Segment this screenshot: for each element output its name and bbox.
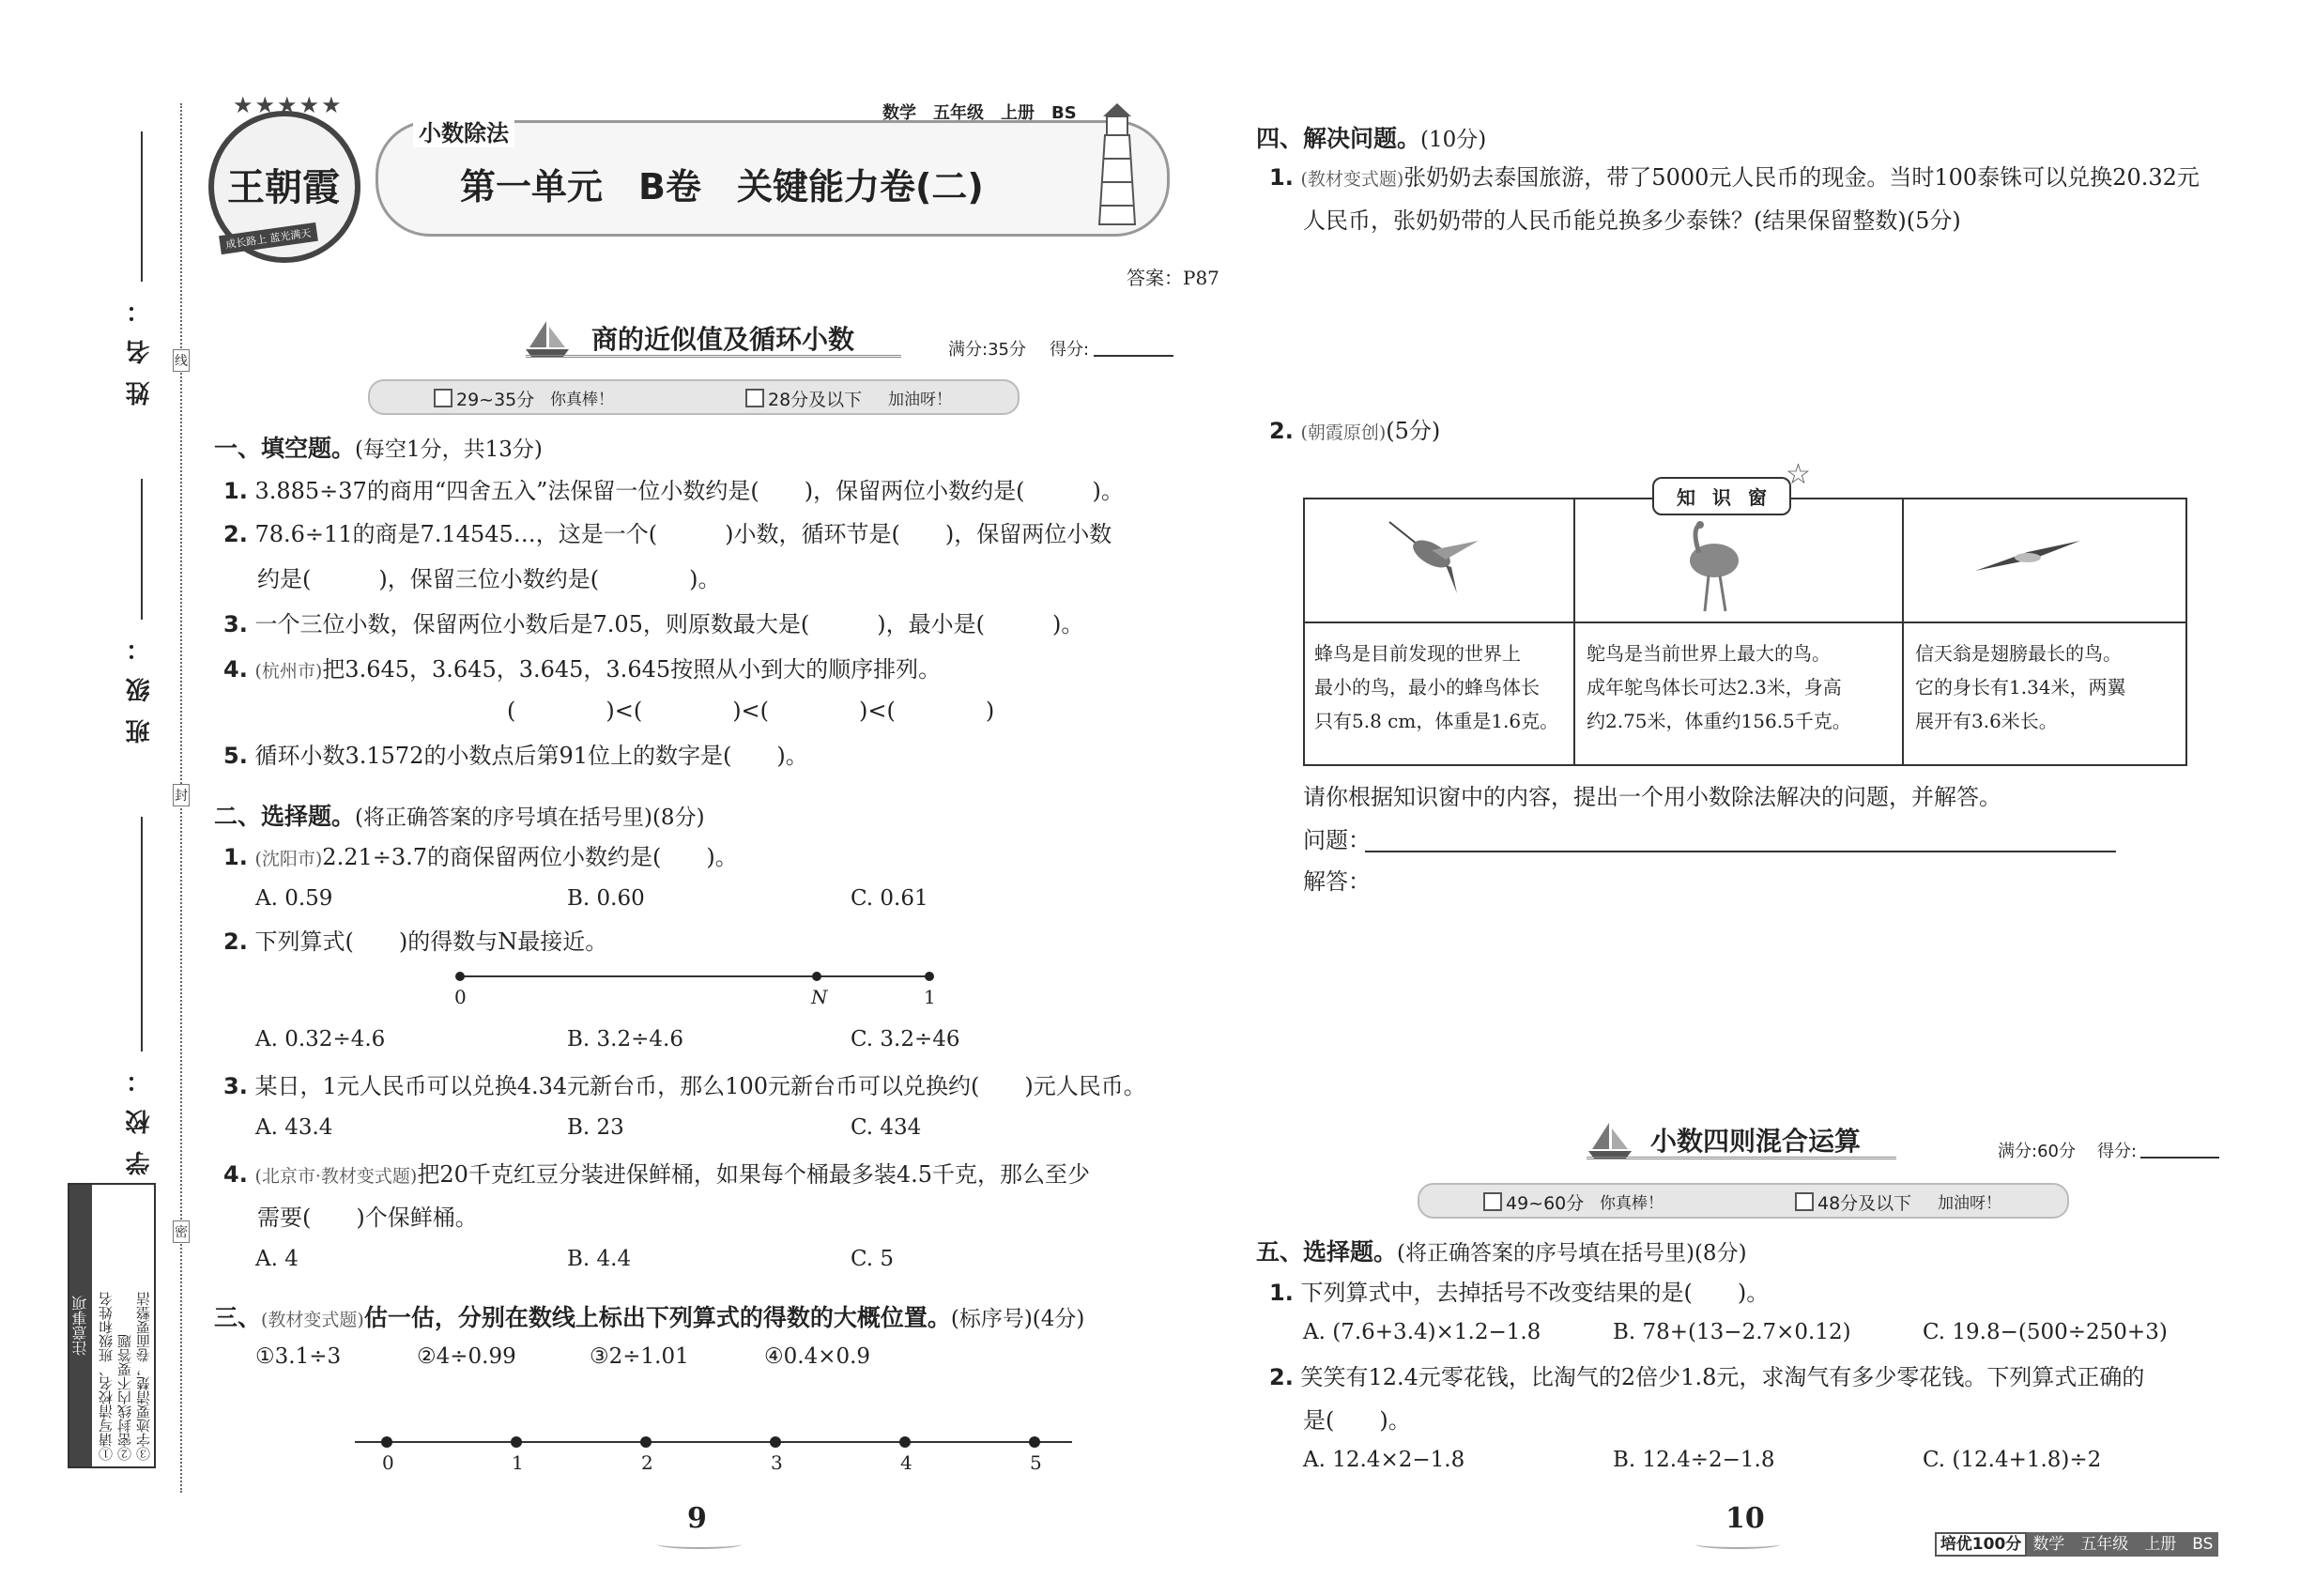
section-b-score-field[interactable] xyxy=(2140,1157,2219,1159)
p4-q1b: 人民币，张奶奶带的人民币能兑换多少泰铢？(结果保留整数)(5分) xyxy=(1303,207,1961,234)
p5-q2: 2. 笑笑有12.4元零花钱，比淘气的2倍少1.8元，求淘气有多少零花钱。下列算式正确的 xyxy=(1269,1364,2145,1390)
p3-axis-3: 3 xyxy=(771,1451,783,1474)
section-b-rating-bar xyxy=(1418,1183,2069,1219)
p3-item-1: ①3.1÷3 xyxy=(255,1344,342,1369)
header-meta: 数学 五年级 上册 BS xyxy=(882,103,1077,123)
p5-q1: 1. 下列算式中，去掉括号不改变结果的是( )。 xyxy=(1269,1280,1770,1306)
bird2-line2: 成年鸵鸟体长可达2.3米，身高 xyxy=(1587,676,1842,698)
p2-q4-option-c[interactable]: C. 5 xyxy=(851,1247,895,1271)
note-1: ①请写清校名、班级和姓名 xyxy=(98,1292,115,1461)
p2-q4-option-b[interactable]: B. 4.4 xyxy=(567,1247,632,1271)
p2-q2: 2. 下列算式( )的得数与N最接近。 xyxy=(223,928,608,955)
p2-q3: 3. 某日，1元人民币可以兑换4.34元新台币，那么100元新台币可以兑换约( )元人民币。 xyxy=(223,1073,1146,1099)
note-3: ③字迹要清楚，卷面要整洁 xyxy=(135,1292,152,1461)
hummingbird-icon xyxy=(1380,516,1493,601)
rating-cheer-text: 加油呀！ xyxy=(888,391,952,409)
school-label: 学校： xyxy=(126,1051,154,1175)
answer-ref: 答案：P87 xyxy=(1127,267,1219,289)
p2-q1: 1. (沈阳市)2.21÷3.7的商保留两位小数约是( )。 xyxy=(223,844,738,870)
header-topic: 小数除法 xyxy=(413,115,514,147)
rating-29-35[interactable]: 29~35分 xyxy=(434,386,534,411)
logo-sub: 成长路上 蓝光满天 xyxy=(219,223,317,254)
bird3-line3: 展开有3.6米长。 xyxy=(1915,710,2058,732)
p1-q1: 1. 3.885÷37的商用“四舍五入”法保留一位小数约是( )，保留两位小数约是( )。 xyxy=(223,478,1124,504)
bird1-line2: 最小的鸟，最小的蜂鸟体长 xyxy=(1314,676,1540,698)
albatross-icon xyxy=(1971,535,2084,582)
p1-q5: 5. 循环小数3.1572的小数点后第91位上的数字是( )。 xyxy=(223,743,808,769)
p4-q1: 1. (教材变式题)张奶奶去泰国旅游，带了5000元人民币的现金。当时100泰铢可以兑换20.32元 xyxy=(1269,164,2200,191)
name-field[interactable] xyxy=(141,131,143,282)
logo-stars: ★★★★★ xyxy=(233,92,344,118)
p2-q3-option-a[interactable]: A. 43.4 xyxy=(255,1115,333,1140)
page-left-swoosh xyxy=(657,1540,742,1549)
bird1-text xyxy=(1314,637,1558,738)
p4-q2-ask: 请你根据知识窗中的内容，提出一个用小数除法解决的问题，并解答。 xyxy=(1303,784,2001,810)
answer-label: 解答： xyxy=(1303,868,1371,895)
note-2: ②密封线内不要答题 xyxy=(116,1334,133,1461)
p3-axis-0: 0 xyxy=(382,1451,394,1474)
page-right-swoosh xyxy=(1695,1540,1780,1549)
section-a-topic: 商的近似值及循环小数 xyxy=(591,324,855,355)
p2-q2-label-0: 0 xyxy=(454,986,467,1008)
p1-q2b: 约是( )，保留三位小数约是( )。 xyxy=(257,566,721,592)
p1-q4: 4. (杭州市)把3.645，3.645，3.645，3.645按照从小到大的顺序排列。 xyxy=(223,656,942,683)
notes-title: 注意事项 xyxy=(69,1185,92,1466)
class-label: 班级： xyxy=(126,620,154,744)
section-a-score-field[interactable] xyxy=(1094,355,1173,357)
part5-title: 五、选择题。(将正确答案的序号填在括号里)(8分) xyxy=(1256,1238,1747,1266)
bird1-line3: 只有5.8 cm，体重是1.6克。 xyxy=(1314,710,1559,732)
p2-q2-label-n: N xyxy=(811,986,828,1008)
page-number-left: 9 xyxy=(687,1502,707,1535)
header-title: 第一单元 B卷 关键能力卷(二) xyxy=(460,166,984,207)
part1-title: 一、填空题。(每空1分，共13分) xyxy=(214,435,543,462)
lighthouse-icon xyxy=(1084,98,1150,229)
bird2-line3: 约2.75米，体重约156.5千克。 xyxy=(1587,710,1851,732)
page-number-right: 10 xyxy=(1725,1502,1765,1535)
seal-label-feng: 封 xyxy=(173,784,190,806)
section-b-got-score: 得分: xyxy=(2097,1142,2138,1161)
sailboat-icon-b xyxy=(1587,1121,1633,1160)
p2-q1-option-c[interactable]: C. 0.61 xyxy=(851,886,928,911)
p4-q2: 2. (朝霞原创)(5分) xyxy=(1269,418,1441,444)
p3-item-2: ②4÷0.99 xyxy=(417,1344,516,1369)
kw-divider-v2 xyxy=(1902,498,1904,764)
section-b-full-score: 满分:60分 xyxy=(1998,1142,2076,1161)
notes-box xyxy=(68,1183,156,1468)
section-b-underline xyxy=(1587,1157,1896,1159)
p1-q2: 2. 78.6÷11的商是7.14545…，这是一个( )小数，循环节是( )，保留两位小数 xyxy=(223,521,1112,547)
ostrich-icon xyxy=(1671,521,1756,615)
section-a-underline xyxy=(526,355,901,358)
class-field[interactable] xyxy=(141,479,143,620)
name-label: 姓名： xyxy=(126,282,154,406)
rating-49-60[interactable]: 49~60分 xyxy=(1483,1189,1584,1215)
p2-q3-option-c[interactable]: C. 434 xyxy=(851,1115,922,1140)
seal-label-xian: 线 xyxy=(173,349,190,372)
brand-name: 培优100分 xyxy=(1935,1532,2028,1557)
p3-number-line[interactable] xyxy=(347,1431,1080,1459)
logo-badge xyxy=(208,92,360,263)
p5-q1-option-c[interactable]: C. 19.8−(500÷250+3) xyxy=(1923,1320,2168,1344)
seal-label-mi: 密 xyxy=(173,1220,190,1243)
part3-title: 三、(教材变式题)估一估，分别在数线上标出下列算式的得数的大概位置。(标序号)(4分) xyxy=(214,1304,1085,1331)
p3-axis-2: 2 xyxy=(641,1451,653,1474)
rating-b-cheer-text: 加油呀！ xyxy=(1938,1194,2001,1213)
p5-q2-option-a[interactable]: A. 12.4×2−1.8 xyxy=(1303,1448,1465,1472)
p1-q3: 3. 一个三位小数，保留两位小数后是7.05，则原数最大是( )，最小是( )。 xyxy=(223,611,1084,637)
p2-q3-option-b[interactable]: B. 23 xyxy=(567,1115,624,1140)
p3-axis-1: 1 xyxy=(512,1451,524,1474)
sailboat-icon xyxy=(524,319,571,359)
bird2-line1: 鸵鸟是当前世界上最大的鸟。 xyxy=(1587,642,1831,665)
bird3-line2: 它的身长有1.34米，两翼 xyxy=(1915,676,2126,698)
p2-q2-number-line xyxy=(441,967,948,1005)
section-a-full-score: 满分:35分 xyxy=(948,340,1026,360)
p1-q4-blanks: ( )<( )<( )<( ) xyxy=(507,698,995,724)
kw-divider-v1 xyxy=(1573,498,1575,764)
bird3-line1: 信天翁是翅膀最长的鸟。 xyxy=(1915,642,2122,665)
p5-q2-option-c[interactable]: C. (12.4+1.8)÷2 xyxy=(1923,1448,2102,1472)
question-field[interactable] xyxy=(1365,851,2116,852)
logo-text: 王朝霞 xyxy=(227,165,340,209)
question-label: 问题： xyxy=(1303,827,1371,853)
p5-q2b: 是( )。 xyxy=(1303,1407,1411,1434)
p2-q4-option-a[interactable]: A. 4 xyxy=(255,1247,299,1271)
p2-q2-label-1: 1 xyxy=(924,986,936,1008)
rating-28-below[interactable]: 28分及以下 xyxy=(745,386,862,411)
part2-title: 二、选择题。(将正确答案的序号填在括号里)(8分) xyxy=(214,803,705,830)
bird1-line1: 蜂鸟是目前发现的世界上 xyxy=(1314,642,1521,665)
section-b-topic: 小数四则混合运算 xyxy=(1650,1126,1862,1157)
p5-q1-option-b[interactable]: B. 78+(13−2.7×0.12) xyxy=(1613,1320,1851,1344)
p3-axis-5: 5 xyxy=(1030,1451,1042,1474)
kw-divider-h xyxy=(1303,622,2185,623)
footer-brand xyxy=(1924,1512,2218,1554)
p3-axis-4: 4 xyxy=(900,1451,912,1474)
p5-q2-option-b[interactable]: B. 12.4÷2−1.8 xyxy=(1613,1448,1775,1472)
section-a-rating-bar xyxy=(368,379,1020,415)
p3-item-4: ④0.4×0.9 xyxy=(764,1344,871,1369)
p2-q4: 4. (北京市·教材变式题)把20千克红豆分装进保鲜桶，如果每个桶最多装4.5千克，那么至少 xyxy=(223,1161,1091,1188)
bird3-text xyxy=(1915,637,2126,738)
p2-q1-option-a[interactable]: A. 0.59 xyxy=(255,886,333,911)
star-icon: ☆ xyxy=(1786,458,1811,491)
rating-48-below[interactable]: 48分及以下 xyxy=(1795,1189,1911,1215)
bird2-text xyxy=(1587,637,1851,738)
brand-meta: 数学 五年级 上册 BS xyxy=(2027,1532,2218,1557)
section-a-got-score: 得分: xyxy=(1050,340,1090,360)
p2-q2-option-a[interactable]: A. 0.32÷4.6 xyxy=(255,1027,386,1051)
kw-title: 知识窗 xyxy=(1652,477,1791,515)
p2-q2-option-c[interactable]: C. 3.2÷46 xyxy=(851,1027,960,1051)
p2-q2-option-b[interactable]: B. 3.2÷4.6 xyxy=(567,1027,683,1051)
part4-title: 四、解决问题。(10分) xyxy=(1256,125,1487,152)
p3-item-3: ③2÷1.01 xyxy=(590,1344,689,1369)
rating-b-good-text: 你真棒！ xyxy=(1600,1194,1664,1213)
school-field[interactable] xyxy=(141,817,143,1051)
p5-q1-option-a[interactable]: A. (7.6+3.4)×1.2−1.8 xyxy=(1303,1320,1541,1344)
p2-q4b: 需要( )个保鲜桶。 xyxy=(257,1205,478,1231)
rating-good-text: 你真棒！ xyxy=(550,391,614,409)
p2-q1-option-b[interactable]: B. 0.60 xyxy=(567,886,645,911)
